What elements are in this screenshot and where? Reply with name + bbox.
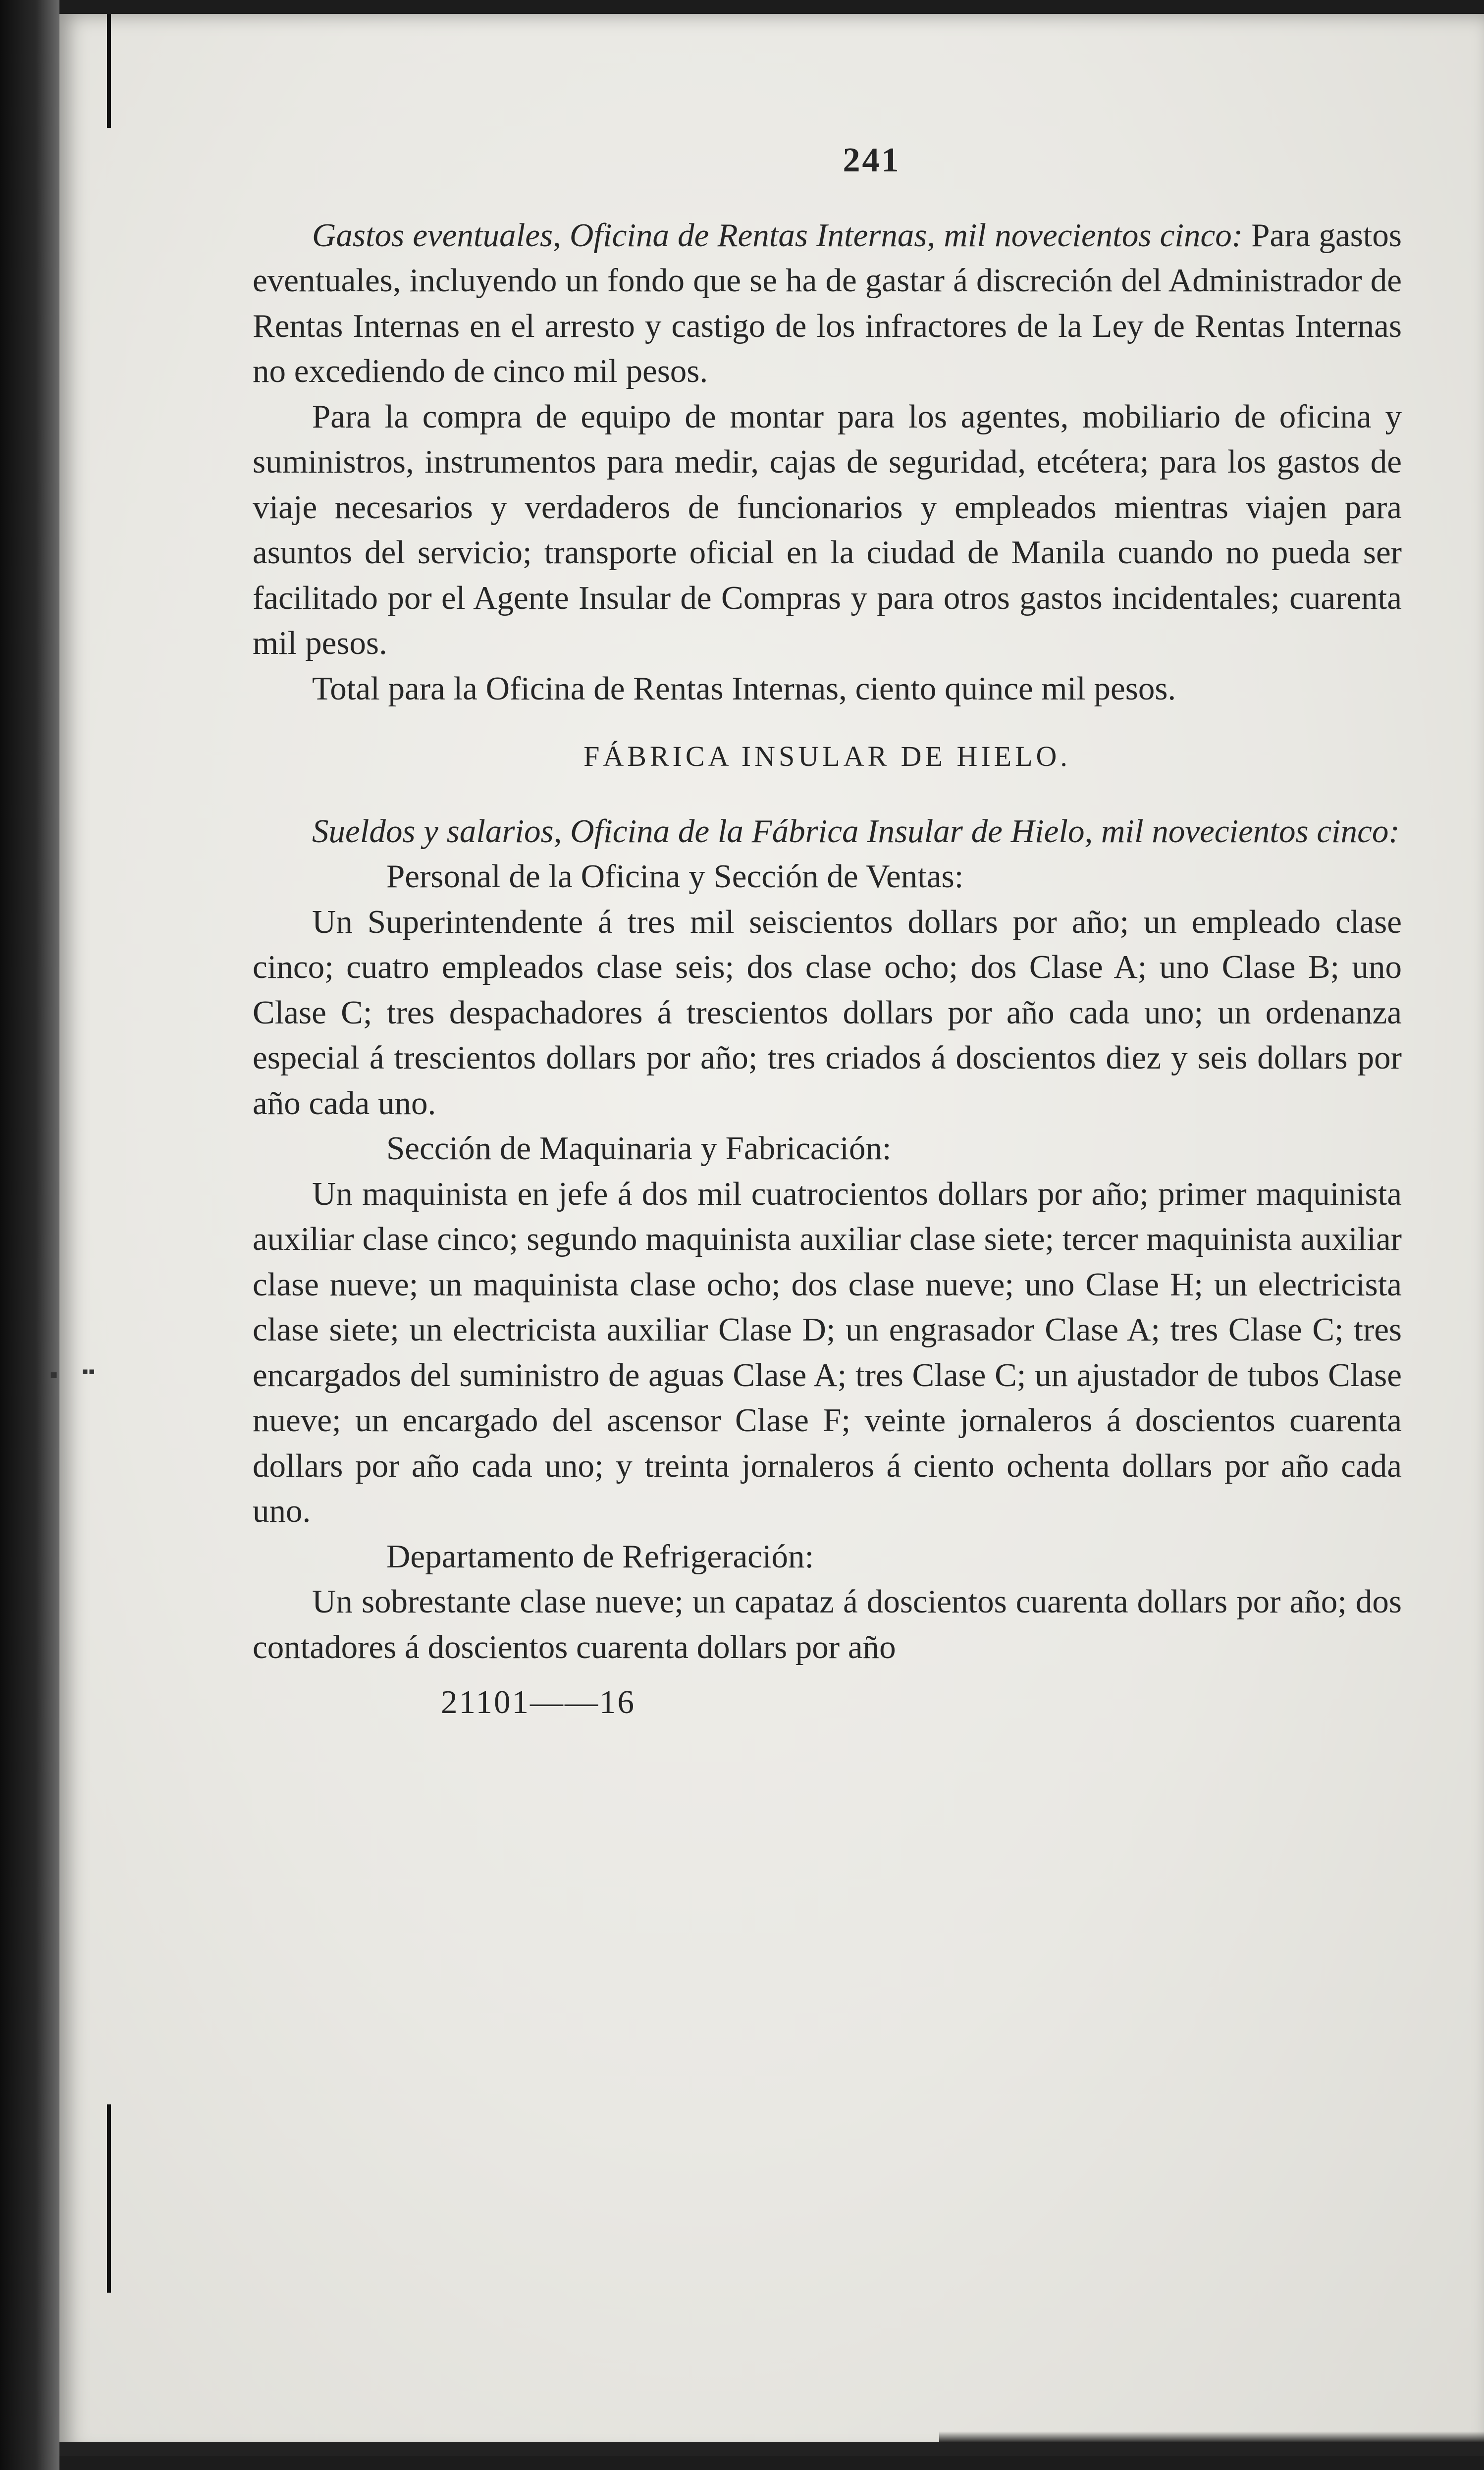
book-gutter bbox=[0, 0, 59, 2470]
document-page bbox=[50, 14, 1484, 2456]
paragraph-compra-equipo: Para la compra de equipo de montar para los agentes, mobiliario de oficina y suministros, instrumentos para medir, cajas de seguridad, etcétera; para los gastos de viaje necesarios y verdaderos de funcionarios y empleados mientras viajen para asuntos del servicio; transporte oficial en la ciudad de Manila cuando no pueda ser facilitado por el Agente Insular de Compras y para otros gastos incidentales; cuarenta mil pesos. bbox=[253, 398, 1402, 661]
margin-mark: ▪ bbox=[50, 1362, 58, 1388]
subsection-text: Un Superintendente á tres mil seiscientos dollars por año; un empleado clase cinco; cuatro empleados clase seis; dos clase ocho; dos Clase A; uno Clase B; uno Clase C; tres despachadores á trescientos dollars por año cada uno; un ordenanza especial á trescientos dollars por año; tres criados á doscientos diez y seis dollars por año cada uno. bbox=[253, 903, 1402, 1122]
subsection-title: Sección de Maquinaria y Fabricación: bbox=[386, 1130, 892, 1167]
subsection-text: Un sobrestante clase nueve; un capataz á doscientos cuarenta dollars por año; dos contadores á doscientos cuarenta dollars por año bbox=[253, 1583, 1402, 1665]
text-block bbox=[253, 138, 1402, 1725]
gutter-line bbox=[107, 14, 111, 128]
page-number: 241 bbox=[843, 141, 901, 179]
section-intro: Sueldos y salarios, Oficina de la Fábrica Insular de Hielo, mil novecientos cinco: bbox=[312, 812, 1400, 850]
subsection-title: Personal de la Oficina y Sección de Ventas: bbox=[386, 858, 964, 895]
paragraph-total: Total para la Oficina de Rentas Internas, ciento quince mil pesos. bbox=[312, 670, 1176, 707]
page-bottom-edge bbox=[59, 2442, 1484, 2456]
section-heading: FÁBRICA INSULAR DE HIELO. bbox=[583, 740, 1071, 772]
printer-signature: 21101——16 bbox=[441, 1684, 636, 1720]
paragraph-gastos-eventuales bbox=[253, 213, 1402, 394]
margin-mark: ▪▪ bbox=[82, 1361, 95, 1382]
paragraph-lead: Gastos eventuales, Oficina de Rentas Internas, mil novecientos cinco: bbox=[312, 216, 1243, 254]
gutter-line bbox=[107, 2104, 111, 2293]
subsection-title: Departamento de Refrigeración: bbox=[386, 1538, 814, 1575]
paragraph-text: Para gastos eventuales, incluyendo un fondo que se ha de gastar á discreción del Administrador de Rentas Internas en el arresto y castigo de los infractores de la Ley de Rentas Internas no excediendo de cinco mil pesos. bbox=[253, 216, 1402, 389]
subsection-text: Un maquinista en jefe á dos mil cuatrocientos dollars por año; primer maquinista auxiliar clase cinco; segundo maquinista auxiliar clase siete; tercer maquinista auxiliar clase nueve; un maquinista clase ocho; dos clase nueve; uno Clase H; un electricista clase siete; un electricista auxiliar Clase D; un engrasador Clase A; tres Clase C; tres encargados del suministro de aguas Clase A; tres Clase C; un ajustador de tubos Clase nueve; un encargado del ascensor Clase F; veinte jornaleros á doscientos cuarenta dollars por año cada uno; y treinta jornaleros á ciento ochenta dollars por año cada uno. bbox=[253, 1175, 1402, 1529]
